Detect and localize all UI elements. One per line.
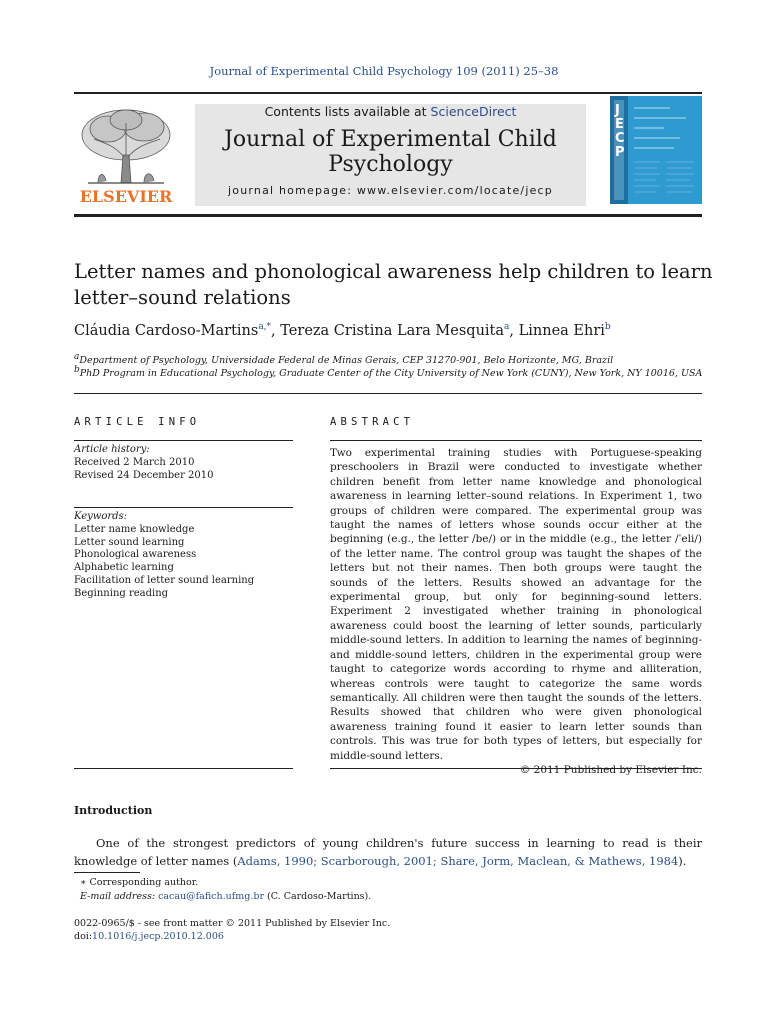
- journal-title: Journal of Experimental Child Psychology: [224, 127, 557, 177]
- citation-links[interactable]: Adams, 1990; Scarborough, 2001; Share, Jorm, Maclean, & Mathews, 1984: [237, 854, 679, 868]
- history-label: Article history:: [74, 444, 150, 455]
- keywords-label: Keywords:: [74, 511, 128, 522]
- homepage-prefix: journal homepage:: [228, 184, 357, 197]
- elsevier-logo: [74, 105, 178, 205]
- keyword: Letter sound learning: [74, 536, 185, 548]
- email-suffix: (C. Cardoso-Martins).: [264, 891, 372, 902]
- info-rule: [74, 507, 293, 508]
- contents-prefix: Contents lists available at: [264, 104, 431, 119]
- keyword: Letter name knowledge: [74, 523, 195, 535]
- journal-homepage: [195, 184, 586, 197]
- affiliation-text: PhD Program in Educational Psychology, Graduate Center of the City University of New York (CUNY), New York, NY 10016, USA: [79, 368, 703, 380]
- homepage-link[interactable]: www.elsevier.com/locate/jecp: [356, 184, 553, 197]
- author-affiliation-mark[interactable]: a,*: [258, 322, 272, 332]
- doi-link[interactable]: 10.1016/j.jecp.2010.12.006: [92, 931, 224, 942]
- introduction-paragraph: [74, 834, 702, 870]
- keyword: Alphabetic learning: [74, 562, 174, 574]
- email-link[interactable]: cacau@fafich.ufmg.br: [158, 891, 264, 902]
- keyword: Facilitation of letter sound learning: [74, 574, 255, 586]
- abstract-rule: [330, 440, 702, 441]
- section-rule: [74, 393, 702, 394]
- affiliation-mark: b: [74, 365, 80, 375]
- cover-letter-p: P: [615, 145, 625, 160]
- author-affiliation-mark[interactable]: a: [504, 322, 510, 332]
- article-history: [74, 444, 304, 482]
- introduction-heading: Introduction: [74, 804, 153, 817]
- doi-line: [74, 931, 224, 942]
- corresponding-author-note: ∗ Corresponding author.: [80, 877, 199, 888]
- abstract-heading: ABSTRACT: [330, 416, 415, 428]
- info-rule: [74, 440, 293, 441]
- revised-date: Revised 24 December 2010: [74, 469, 214, 481]
- email-label: E-mail address:: [80, 891, 159, 902]
- issn-line: 0022-0965/$ - see front matter © 2011 Published by Elsevier Inc.: [74, 918, 391, 929]
- journal-cover[interactable]: [610, 96, 702, 204]
- keyword: Phonological awareness: [74, 549, 197, 561]
- journal-citation-link[interactable]: Journal of Experimental Child Psychology 109 (2011) 25–38: [209, 64, 559, 78]
- elsevier-tree-icon: [74, 105, 178, 205]
- info-rule: [74, 768, 293, 769]
- keyword: Beginning reading: [74, 587, 169, 599]
- author-name[interactable]: Tereza Cristina Lara Mesquita: [280, 322, 505, 339]
- author-name[interactable]: Cláudia Cardoso-Martins: [74, 322, 259, 339]
- received-date: Received 2 March 2010: [74, 456, 195, 468]
- header-rule: [74, 214, 702, 217]
- abstract-copyright: © 2011 Published by Elsevier Inc.: [519, 763, 702, 776]
- abstract-text: Two experimental training studies with Portuguese-speaking preschoolers in Brazil were conducted to investigate whether children benefit from letter name knowledge and phonological awareness in learning letter–sound relations. In Experiment 1, two groups of children were compared. The experimental group was taught the names of letters whose sounds occur either at the beginning (e.g., the letter /be/) or in the middle (e.g., the letter /ˈeli/) of the letter name. The control group was taught the shapes of the letters but not their names. Then both groups were taught the sounds of the letters. Results showed an advantage for the experimental group, but only for beginning-sound letters. Experiment 2 investigated whether training in phonological awareness could boost the learning of letter sounds, particularly middle-sound letters. In addition to learning the names of beginning- and middle-sound letters, children in the experimental group were taught to categorize words according to rhyme and alliteration, whereas controls were taught to categorize the same words semantically. All children were then taught the sounds of the letters. Results showed that children who were given phonological awareness training found it easier to learn letter sounds than controls. This was true for both types of letters, but especially for middle-sound letters.: [330, 447, 702, 762]
- sciencedirect-link[interactable]: ScienceDirect: [430, 104, 517, 119]
- doi-prefix: doi:: [74, 931, 93, 942]
- affiliation: [74, 365, 734, 379]
- top-rule: [74, 92, 702, 94]
- intro-text: One of the strongest predictors of young children's future success in learning to read is their knowledge of letter names (: [74, 836, 702, 868]
- publisher-wordmark: ELSEVIER: [79, 187, 173, 205]
- contents-line: [195, 104, 586, 119]
- author-affiliation-mark[interactable]: b: [604, 322, 611, 332]
- abstract-body: [330, 446, 702, 777]
- article-info-heading: ARTICLE INFO: [74, 416, 201, 428]
- cover-letter-e: E: [615, 117, 624, 132]
- affiliation-mark: a: [74, 352, 80, 362]
- intro-text-end: ).: [678, 854, 687, 868]
- cover-letter-j: J: [615, 103, 620, 118]
- author-list: Cláudia Cardoso-Martins$^{a,*}$, Tereza Cristina Lara Mesquita$^a$, Linnea Ehri$^b$: [74, 322, 611, 339]
- journal-cover-icon: [610, 96, 702, 204]
- article-title: Letter names and phonological awareness help children to learn letter–sound relations: [74, 260, 713, 309]
- email-note: [80, 891, 371, 902]
- cover-letter-c: C: [615, 131, 625, 146]
- affiliation-text: Department of Psychology, Universidade Federal de Minas Gerais, CEP 31270-901, Belo Horizonte, MG, Brazil: [79, 355, 614, 367]
- footnote-rule: [74, 872, 140, 873]
- author-name[interactable]: Linnea Ehri: [518, 322, 605, 339]
- keywords: [74, 511, 304, 601]
